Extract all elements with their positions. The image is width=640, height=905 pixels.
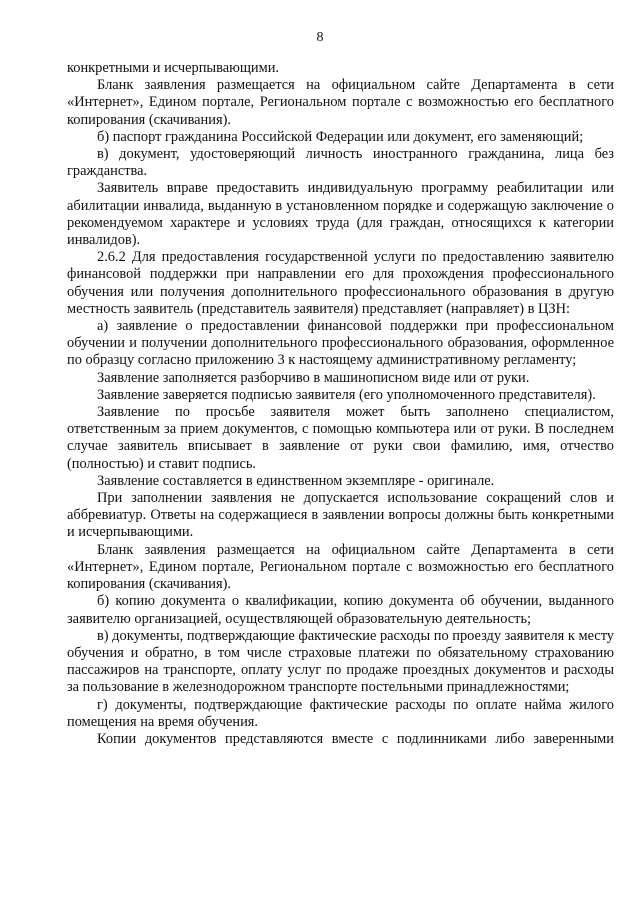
- document-body: [67, 60, 614, 748]
- paragraph-13: Бланк заявления размещается на официальном сайте Департамента в сети «Интернет», Едином портале, Региональном портале с возможностью его бесплатного копирования (скачивания).: [67, 541, 614, 593]
- paragraph-12: При заполнении заявления не допускается использование сокращений слов и аббревиатур. Ответы на содержащиеся в заявлении вопросы должны быть конкретными и исчерпывающими.: [67, 490, 614, 541]
- paragraph-16: г) документы, подтверждающие фактические расходы по оплате найма жилого помещения на время обучения.: [67, 696, 614, 730]
- paragraph-15: в) документы, подтверждающие фактические расходы по проезду заявителя к месту обучения и обратно, в том числе страховые платежи по обязательному страхованию пассажиров на транспорте, оплату услуг по продаже проездных документов и расходы за пользование в железнодорожном транспорте постельными принадлежностями;: [67, 627, 614, 696]
- paragraph-9: Заявление заверяется подписью заявителя (его уполномоченного представителя).: [97, 386, 596, 403]
- page-number: 8: [316, 30, 324, 45]
- paragraph-10: Заявление по просьбе заявителя может быть заполнено специалистом, ответственным за прием документов, с помощью компьютера или от руки. В последнем случае заявитель вписывает в заявление от руки свои фамилию, имя, отчество (полностью) и ставит подпись.: [67, 404, 614, 472]
- paragraph-17: Копии документов представляются вместе с подлинниками либо заверенными: [97, 730, 614, 747]
- paragraph-1: конкретными и исчерпывающими.: [67, 60, 280, 76]
- paragraph-8: Заявление заполняется разборчиво в машинописном виде или от руки.: [97, 369, 530, 386]
- paragraph-5: Заявитель вправе предоставить индивидуальную программу реабилитации или абилитации инвалида, выданную в установленном порядке и содержащую заключение о рекомендуемом характере и условиях труда (для граждан, относящихся к категории инвалидов).: [67, 180, 614, 249]
- paragraph-6: 2.6.2 Для предоставления государственной услуги по предоставлению заявителю финансовой поддержки при направлении его для прохождения профессионального обучения или получения дополнительного профессионального образования в другую местность заявитель (представитель заявителя) представляет (направляет) в ЦЗН:: [67, 249, 614, 317]
- paragraph-14: б) копию документа о квалификации, копию документа об обучении, выданного заявителю организацией, осуществляющей образовательную деятельность;: [67, 593, 614, 627]
- paragraph-11: Заявление составляется в единственном экземпляре - оригинале.: [97, 472, 495, 489]
- paragraph-4: в) документ, удостоверяющий личность иностранного гражданина, лица без гражданства.: [67, 146, 614, 180]
- paragraph-2: Бланк заявления размещается на официальном сайте Департамента в сети «Интернет», Едином портале, Региональном портале с возможностью его бесплатного копирования (скачивания).: [67, 77, 614, 128]
- paragraph-7: а) заявление о предоставлении финансовой поддержки при профессиональном обучении и получении дополнительного профессионального образования, оформленное по образцу согласно приложению 3 к настоящему административному регламенту;: [67, 318, 614, 369]
- paragraph-3: б) паспорт гражданина Российской Федерации или документ, его заменяющий;: [97, 128, 584, 145]
